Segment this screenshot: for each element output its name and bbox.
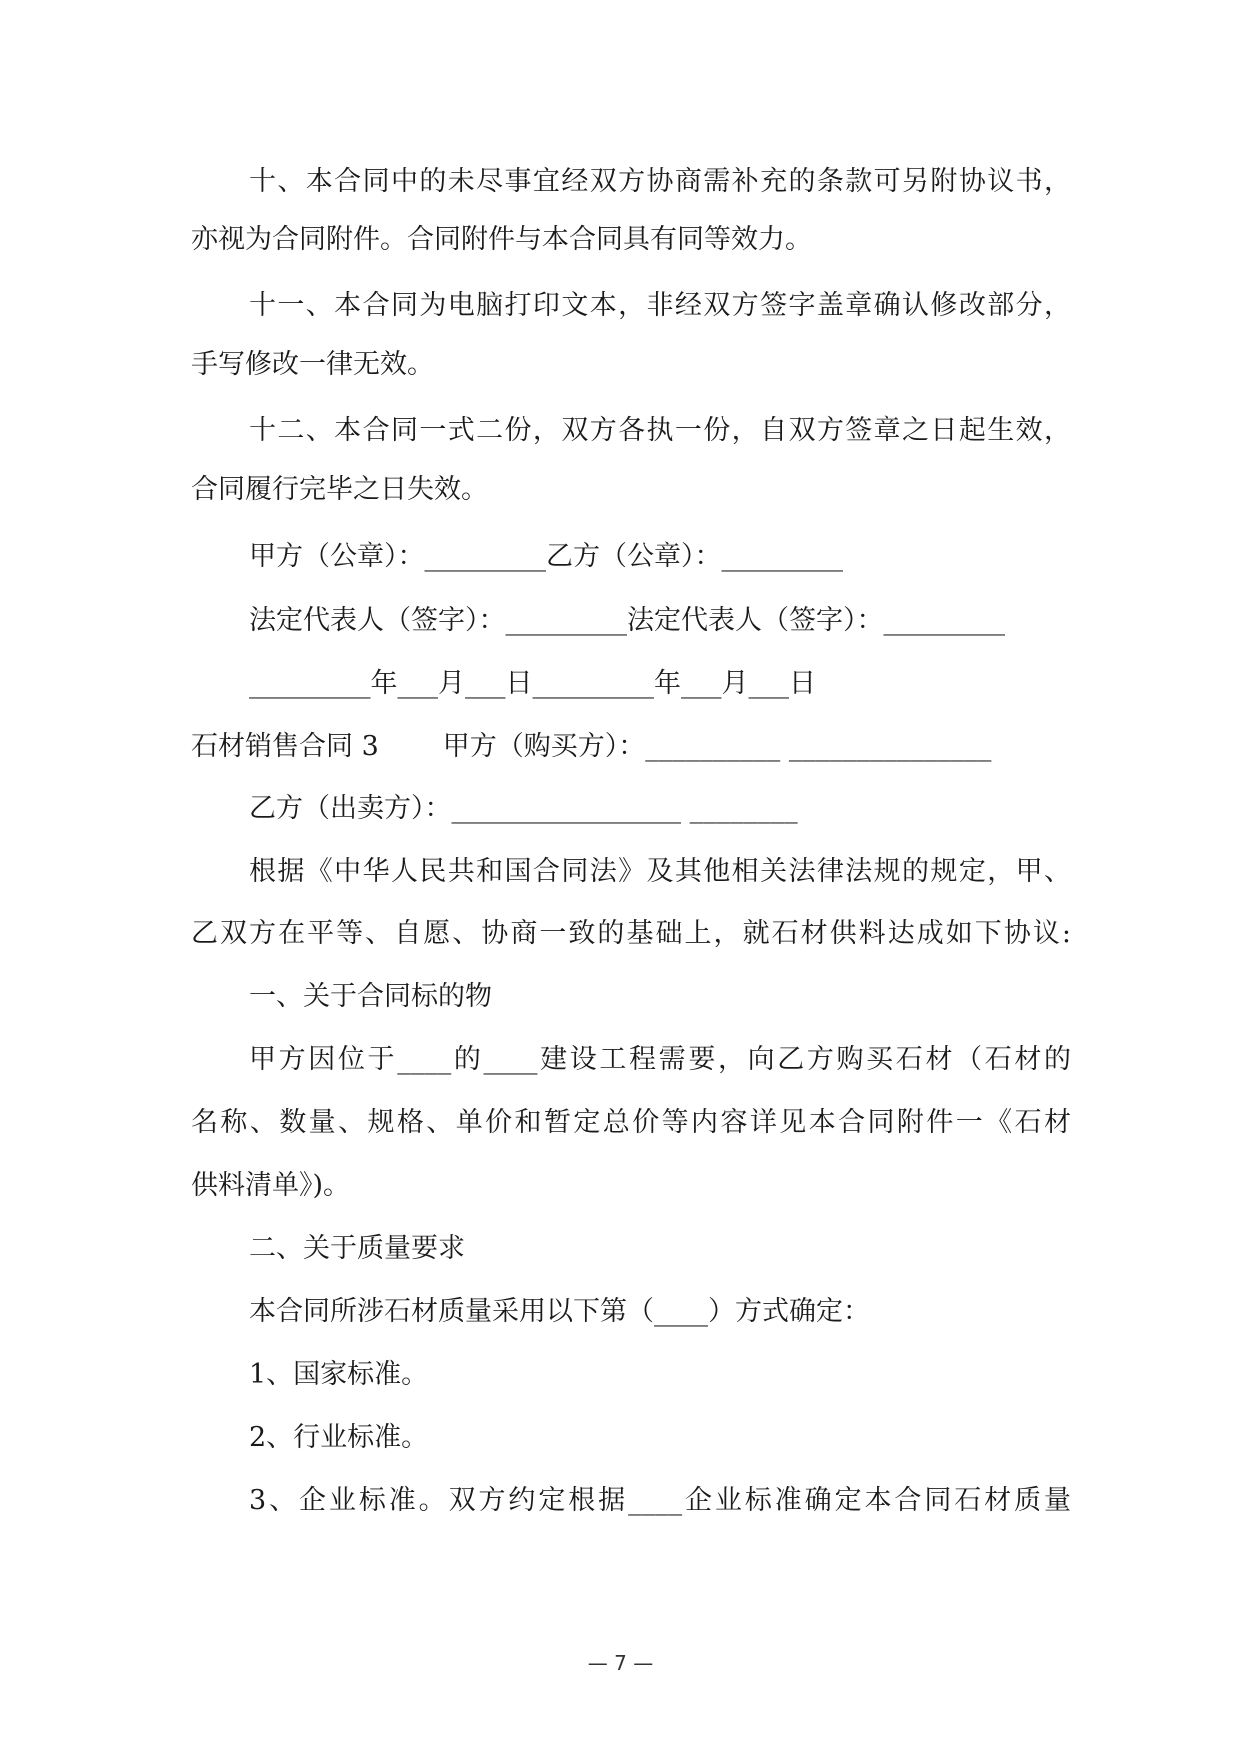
section-heading: 二、关于质量要求 bbox=[249, 1233, 465, 1264]
section-heading: 一、关于合同标的物 bbox=[249, 981, 492, 1012]
seller-line: 乙方（出卖方）：_________________ ________ bbox=[249, 793, 798, 824]
buyer-line: 甲方（购买方）：__________ _______________ bbox=[442, 731, 992, 762]
paragraph-line: 乙双方在平等、自愿、协商一致的基础上，就石材供料达成如下协议: bbox=[191, 918, 1071, 949]
signature-line-representative: 法定代表人（签字）：_________法定代表人（签字）：_________ bbox=[249, 605, 1005, 636]
page-number: — 7 — bbox=[587, 1651, 654, 1675]
paragraph-line: 供料清单》)。 bbox=[191, 1170, 351, 1201]
paragraph-line: 十一、本合同为电脑打印文本，非经双方签字盖章确认修改部分， bbox=[249, 290, 1071, 321]
paragraph-line: 甲方因位于____的____建设工程需要，向乙方购买石材（石材的 bbox=[249, 1044, 1071, 1075]
paragraph-line: 本合同所涉石材质量采用以下第（____）方式确定： bbox=[249, 1296, 870, 1327]
list-item: 1、国家标准。 bbox=[249, 1359, 429, 1390]
paragraph-line: 十二、本合同一式二份，双方各执一份，自双方签章之日起生效， bbox=[249, 415, 1071, 446]
signature-line-date: _________年___月___日_________年___月___日 bbox=[249, 668, 816, 699]
paragraph-line: 名称、数量、规格、单价和暂定总价等内容详见本合同附件一《石材 bbox=[191, 1107, 1071, 1138]
list-item: 2、行业标准。 bbox=[249, 1422, 429, 1453]
list-item: 3、企业标准。双方约定根据____企业标准确定本合同石材质量 bbox=[249, 1485, 1071, 1516]
paragraph-line: 亦视为合同附件。合同附件与本合同具有同等效力。 bbox=[191, 224, 812, 255]
paragraph-line: 十、本合同中的未尽事宜经双方协商需补充的条款可另附协议书， bbox=[249, 166, 1071, 197]
paragraph-line: 合同履行完毕之日失效。 bbox=[191, 474, 488, 505]
signature-line-seal: 甲方（公章）：_________乙方（公章）：_________ bbox=[249, 541, 843, 572]
contract-title: 石材销售合同 3 bbox=[191, 731, 379, 762]
paragraph-line: 手写修改一律无效。 bbox=[191, 349, 434, 380]
paragraph-line: 根据《中华人民共和国合同法》及其他相关法律法规的规定，甲、 bbox=[249, 856, 1071, 887]
contract-title-line bbox=[191, 727, 1071, 767]
